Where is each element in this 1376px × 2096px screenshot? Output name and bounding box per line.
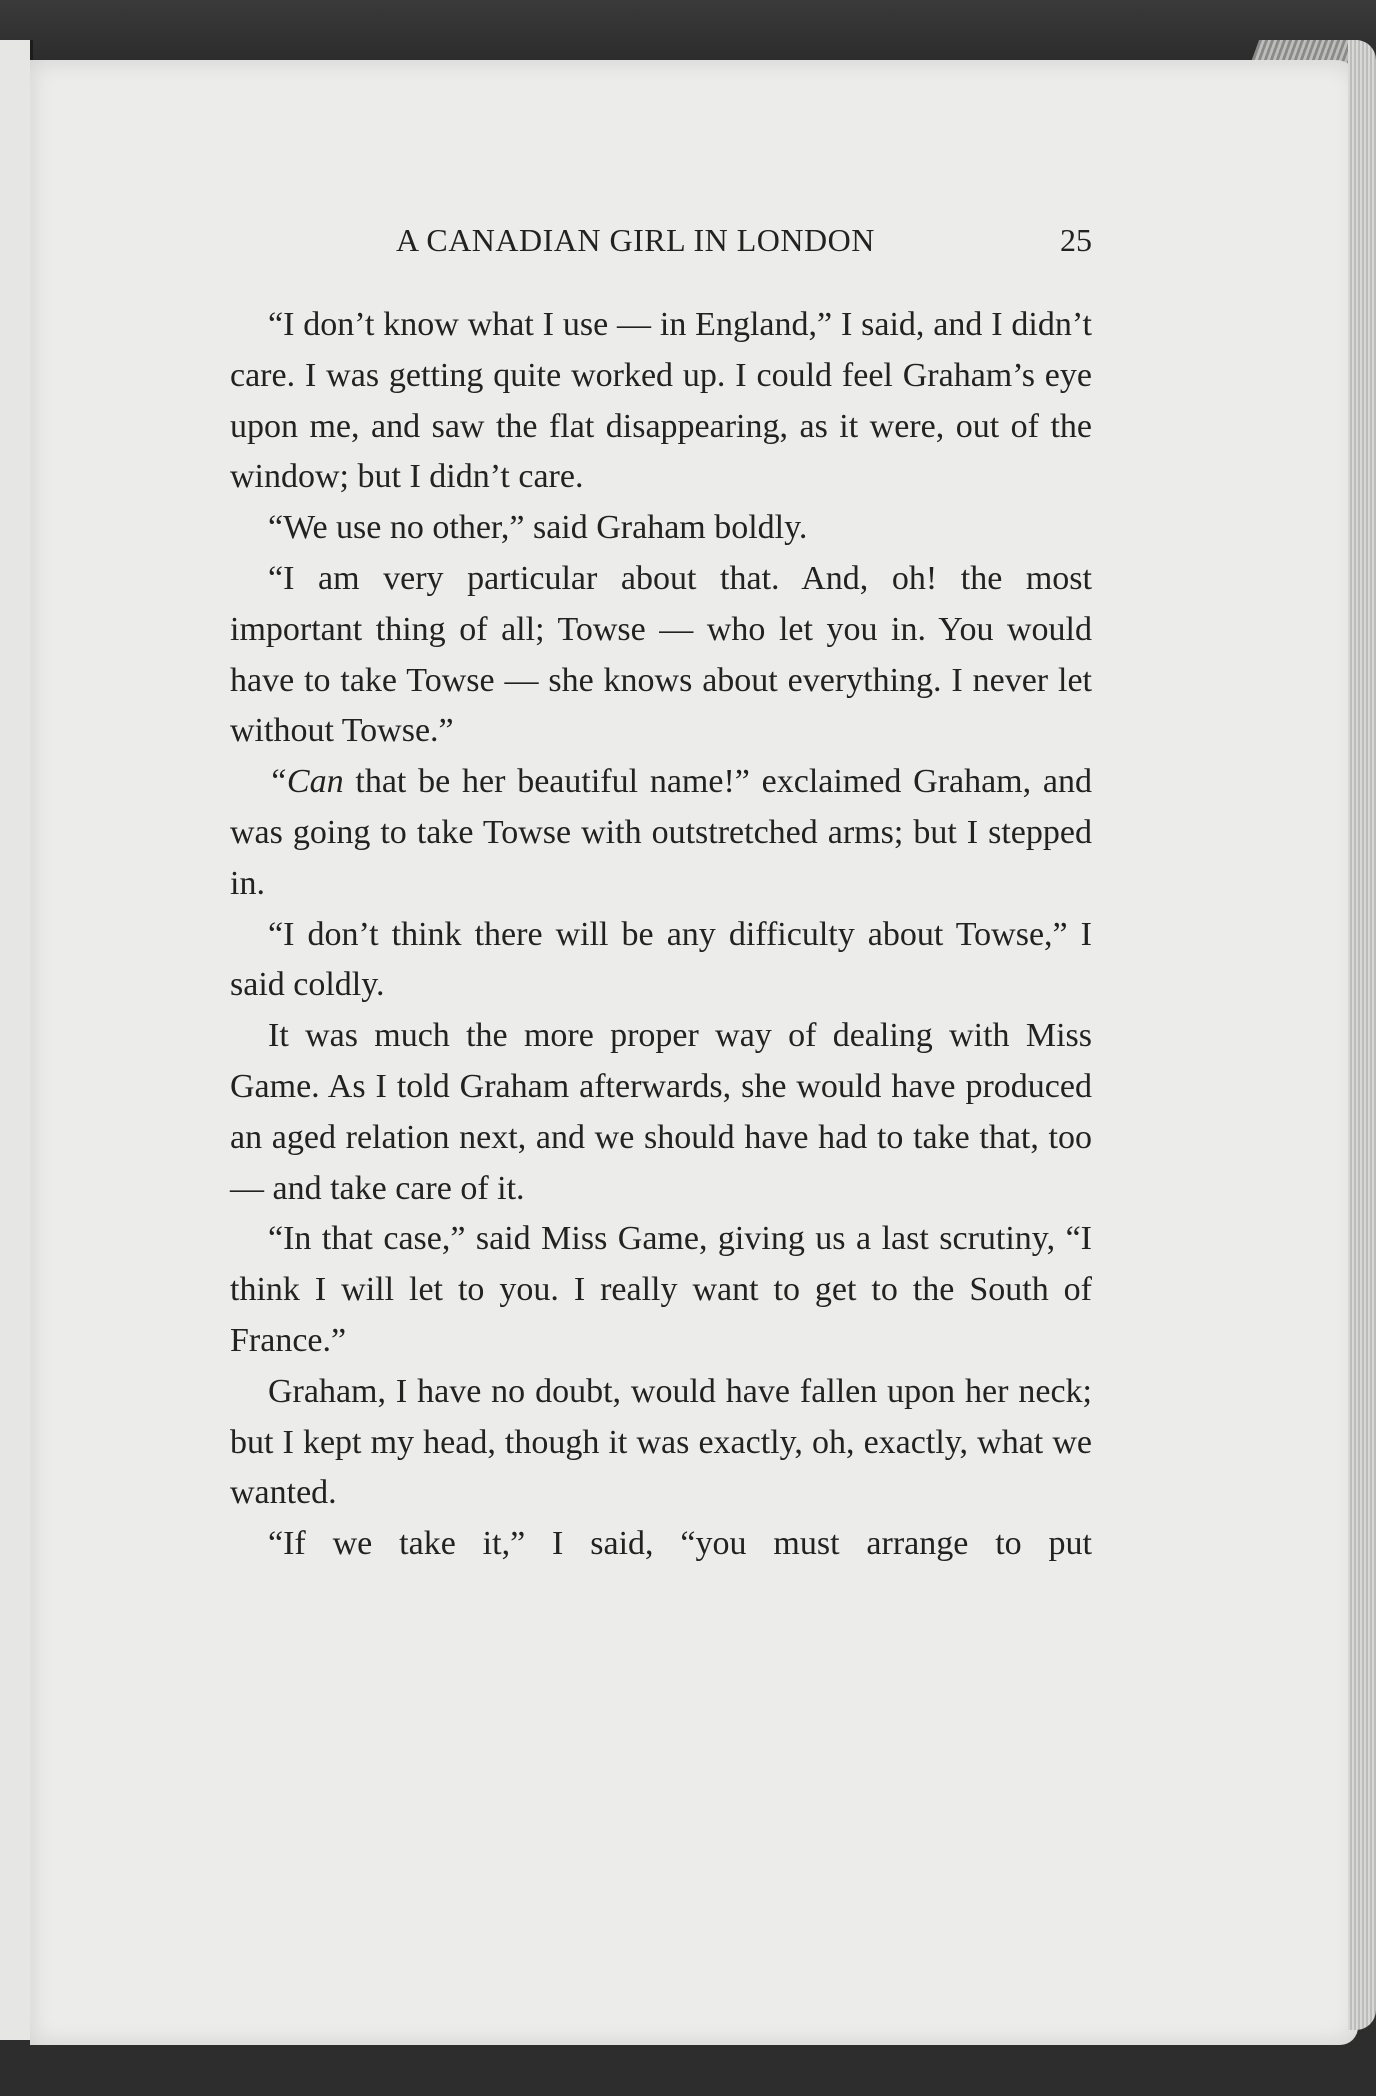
running-title: A CANADIAN GIRL IN LONDON [396,222,875,258]
page-number: 25 [1060,222,1092,258]
italic-word: “Can [268,763,344,801]
paragraph: “I don’t know what I use — in England,” I said, and I didn’t care. I was getting quite worked up. I could feel Graham’s eye upon me, and saw the flat disappearing, as it were, out of the window; but I didn’t care. [230,306,1092,496]
body-text [230,300,1092,1570]
facing-page-edge [0,40,33,2040]
paragraph: “I am very particular about that. And, oh! the most important thing of all; Towse — who let you in. You would have to take Towse — she knows about everything. I never let without Towse.” [230,559,1092,750]
paragraph: “In that case,” said Miss Game, giving us a last scrutiny, “I think I will let to you. I really want to get to the South of France.” [230,1220,1092,1359]
paragraph: “If we take it,” I said, “you must arrange to put [268,1525,1092,1563]
page-fore-edge [1348,40,1376,2030]
paragraph [230,757,1092,909]
paragraph: Graham, I have no doubt, would have fallen upon her neck; but I kept my head, though it was exactly, oh, exactly, what we wanted. [230,1372,1092,1512]
paragraph: It was much the more proper way of dealing with Miss Game. As I told Graham afterwards, she would have produced an aged relation next, and we should have had to take that, too — and take care of it. [230,1017,1092,1207]
paragraph: “I don’t think there will be any difficulty about Towse,” I said coldly. [230,915,1092,1004]
running-header [230,222,1092,272]
paragraph-rest: that be her beautiful name!” exclaimed Graham, and was going to take Towse with outstretched arms; but I stepped in. [230,763,1092,902]
paragraph: “We use no other,” said Graham boldly. [268,509,808,547]
